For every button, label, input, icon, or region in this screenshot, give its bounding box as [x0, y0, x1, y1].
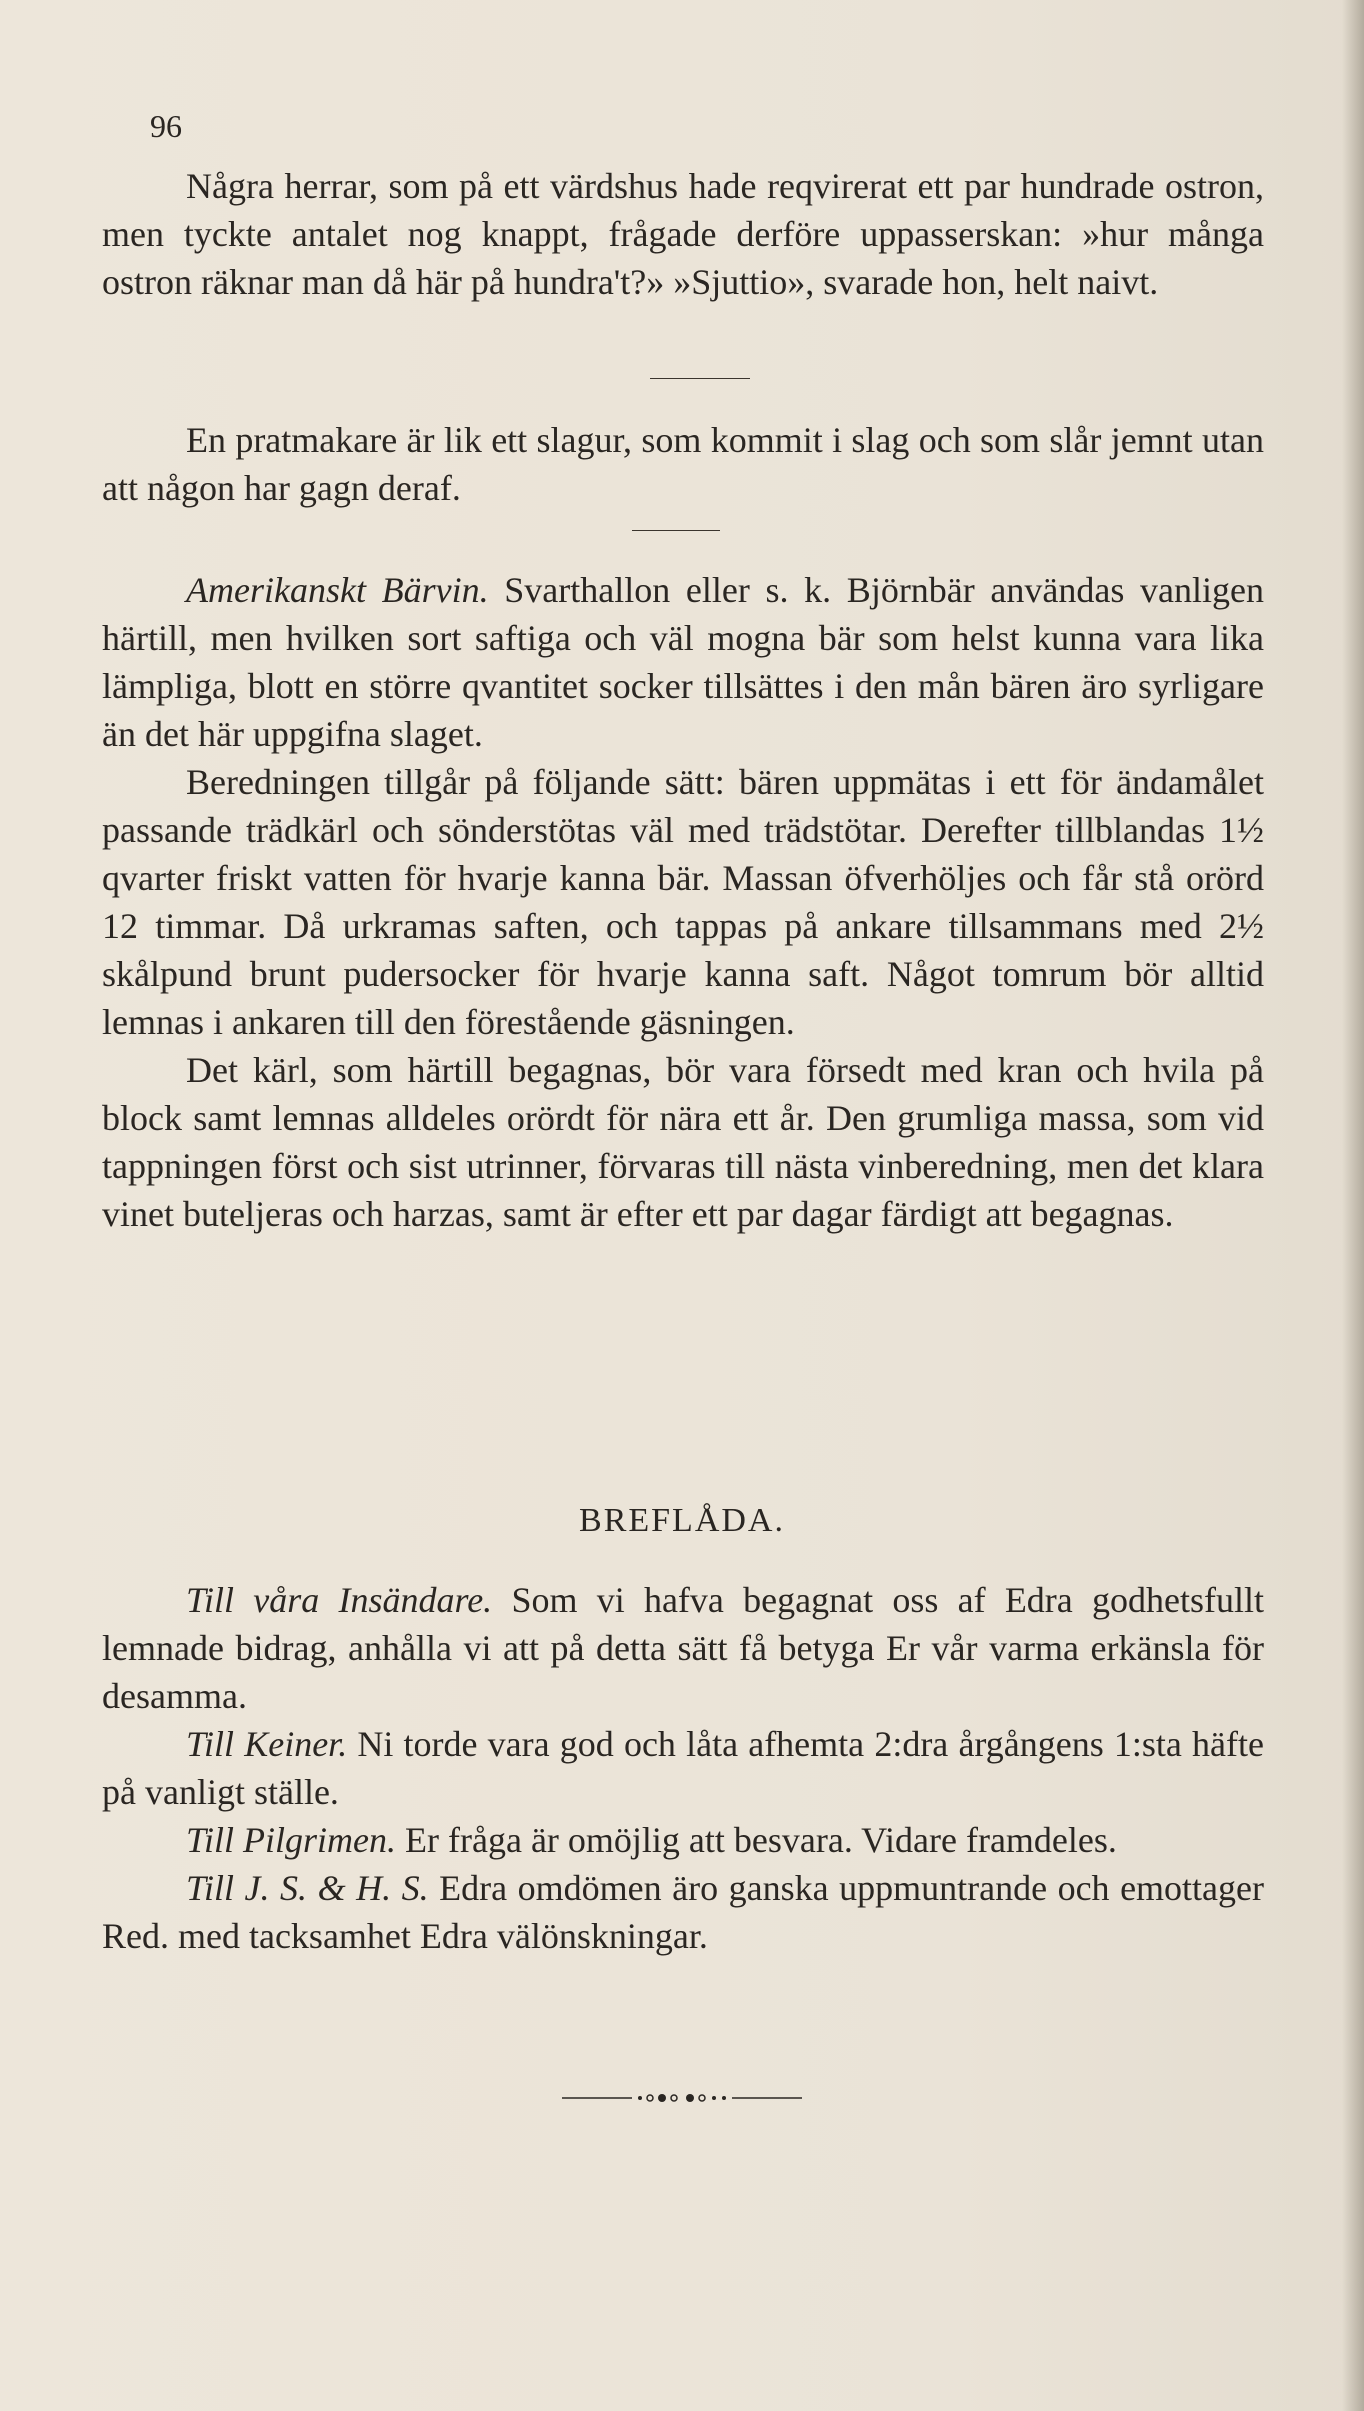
anecdote-oysters: Några herrar, som på ett värdshus hade reqvirerat ett par hundrade ostron, men tyckte antalet nog knappt, frågade derföre uppasserskan: »hur många ostron räknar man då här på hundra't?» »Sjuttio», svarade hon, helt naivt. — [102, 166, 1264, 302]
letter-text: Er fråga är omöjlig att besvara. Vidare framdeles. — [405, 1820, 1117, 1860]
letter-text: Ni torde vara god och låta afhemta 2:dra årgångens 1:sta häfte på vanligt ställe. — [102, 1724, 1265, 1812]
anecdote-block — [102, 162, 1264, 306]
letterbox-heading: BREFLÅDA. — [579, 1502, 785, 1539]
page-edge-shadow — [1342, 0, 1364, 2411]
page-number: 96 — [150, 108, 182, 144]
recipe-intro: Svarthallon eller s. k. Björnbär användas vanligen härtill, men hvilken sort saftiga och väl mogna bär som helst kunna vara lika lämpliga, blott en större qvantitet socker tillsättes i den mån bären äro syrligare än det här uppgifna slaget. — [102, 570, 1264, 754]
recipe-block — [102, 566, 1264, 1238]
letter-text: Edra omdömen äro ganska uppmuntrande och emottager Red. med tacksamhet Edra välönskningar. — [102, 1868, 1265, 1956]
letter-entry-keiner — [102, 1720, 1264, 1816]
saying-block — [102, 416, 1264, 512]
letterbox-block — [102, 1576, 1264, 1960]
separator-rule-1 — [650, 378, 750, 379]
recipe-title: Amerikanskt Bärvin. — [186, 570, 489, 610]
recipe-paragraph-3: Det kärl, som härtill begagnas, bör vara försedt med kran och hvila på block samt lemnas alldeles orördt för nära ett år. Den grumliga massa, som vid tappningen först och sist utrinner, förvaras till nästa vinberedning, men det klara vinet buteljeras och harzas, samt är efter ett par dagar färdigt att begagnas. — [102, 1050, 1264, 1234]
recipe-paragraph-1 — [102, 566, 1264, 758]
letter-text: Som vi hafva begagnat oss af Edra godhetsfullt lemnade bidrag, anhålla vi att på detta sätt få betyga Er vår varma erkänsla för desamma. — [102, 1580, 1265, 1716]
separator-rule-2 — [632, 530, 720, 531]
letter-recipient: Till J. S. & H. S. — [186, 1868, 429, 1908]
letter-recipient: Till våra Insändare. — [186, 1580, 493, 1620]
saying-chatterbox: En pratmakare är lik ett slagur, som kommit i slag och som slår jemnt utan att någon har gagn deraf. — [102, 420, 1264, 508]
ornament-divider-icon — [562, 2090, 802, 2106]
letter-entry-contributors — [102, 1576, 1264, 1720]
letter-recipient: Till Pilgrimen. — [186, 1820, 397, 1860]
letter-recipient: Till Keiner. — [186, 1724, 348, 1764]
recipe-paragraph-2: Beredningen tillgår på följande sätt: bären uppmätas i ett för ändamålet passande trädkärl och sönderstötas väl med trädstötar. Derefter tillblandas 1½ qvarter friskt vatten för hvarje kanna bär. Massan öfverhöljes och får stå orörd 12 timmar. Då urkramas saften, och tappas på ankare tillsammans med 2½ skålpund brunt pudersocker för hvarje kanna saft. Något tomrum bör alltid lemnas i ankaren till den förestående gäsningen. — [102, 762, 1264, 1042]
letter-entry-pilgrimen — [102, 1816, 1264, 1864]
letter-entry-js-hs — [102, 1864, 1264, 1960]
closing-ornament — [0, 2090, 1364, 2110]
